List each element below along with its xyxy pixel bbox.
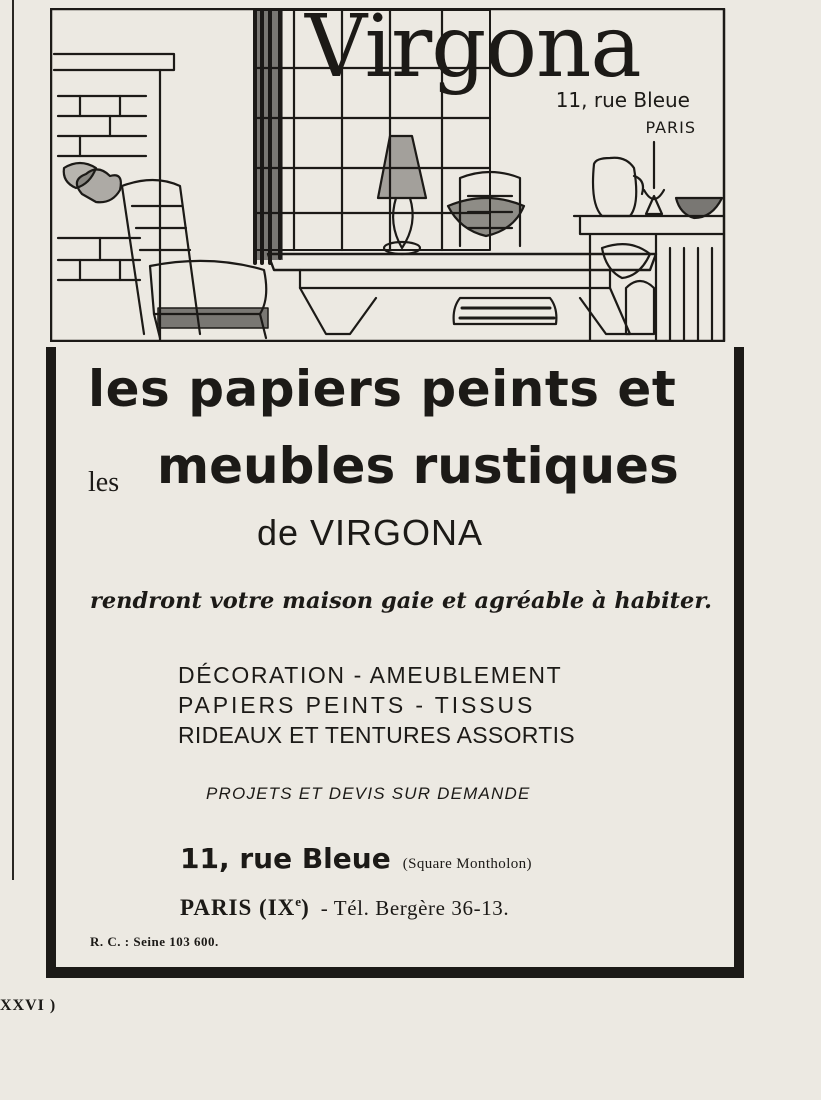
tagline: rendront votre maison gaie et agréable à habiter. xyxy=(90,588,712,614)
projects-notice: PROJETS ET DEVIS SUR DEMANDE xyxy=(206,784,531,803)
phone-number: - Tél. Bergère 36-13. xyxy=(320,896,510,920)
brand-name: Virgona xyxy=(305,0,641,97)
address-line xyxy=(180,842,532,875)
page-edge-rule xyxy=(12,0,14,880)
service-line: DÉCORATION - AMEUBLEMENT xyxy=(178,662,563,688)
headline-line-3: de VIRGONA xyxy=(257,512,484,553)
brand-city: PARIS xyxy=(645,118,696,137)
address-street: 11, rue Bleue xyxy=(180,842,391,875)
address-city: PARIS (IX xyxy=(180,895,296,920)
city-line xyxy=(180,894,509,921)
headline-line-2-prefix: les xyxy=(88,467,120,498)
headline-line-2: meubles rustiques xyxy=(157,437,679,495)
address-note: (Square Montholon) xyxy=(402,856,532,872)
registration-number: R. C. : Seine 103 600. xyxy=(90,934,219,949)
address-city-superscript: e xyxy=(295,894,302,909)
service-line: PAPIERS PEINTS - TISSUS xyxy=(178,692,536,718)
page-number: XXVI ) xyxy=(0,997,57,1014)
brand-street: 11, rue Bleue xyxy=(555,88,690,112)
headline-line-1: les papiers peints et xyxy=(88,360,677,418)
address-city-close: ) xyxy=(301,895,309,920)
service-line: RIDEAUX ET TENTURES ASSORTIS xyxy=(178,722,575,748)
